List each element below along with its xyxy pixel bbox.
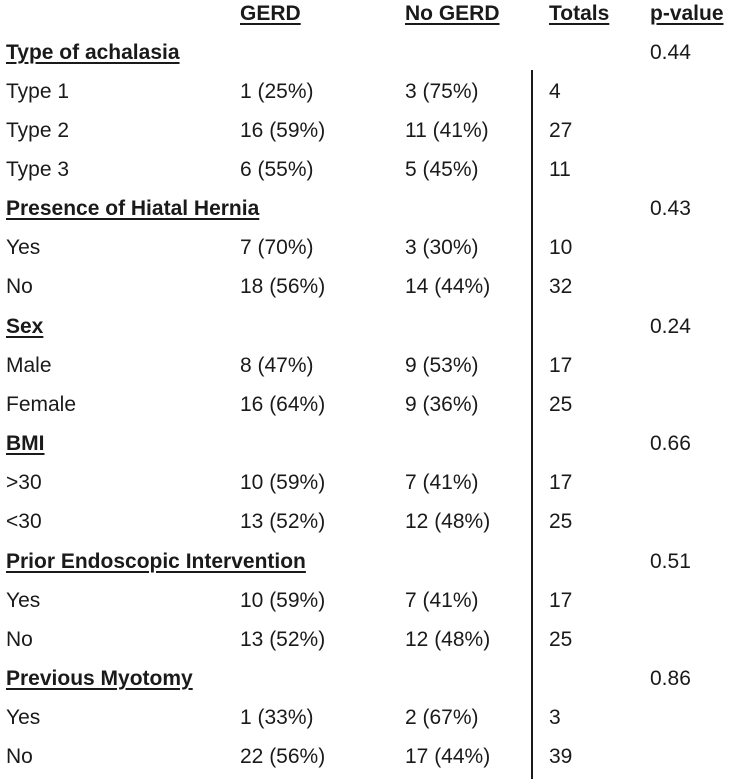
no-gerd-value: 7 (41%) [405,589,479,612]
total-value: 25 [549,510,573,533]
total-value: 4 [549,80,561,103]
total-value: 17 [549,589,573,612]
table-row [0,267,741,306]
total-value: 17 [549,471,573,494]
row-label: Female [6,393,77,416]
table-row [0,346,741,385]
gerd-value: 13 (52%) [240,628,326,651]
row-label: >30 [6,471,42,494]
no-gerd-value: 2 (67%) [405,706,479,729]
group-header-row [0,542,741,581]
gerd-value: 10 (59%) [240,589,326,612]
column-header-no-gerd: No GERD [405,2,500,25]
no-gerd-value: 17 (44%) [405,745,491,768]
no-gerd-value: 12 (48%) [405,510,491,533]
gerd-value: 7 (70%) [240,236,314,259]
table-row [0,72,741,111]
group-title: BMI [6,432,45,455]
group-title: Type of achalasia [6,41,180,64]
row-label: Yes [6,706,41,729]
row-label: No [6,628,33,651]
group-title: Presence of Hiatal Hernia [6,197,260,220]
group-title: Previous Myotomy [6,667,193,690]
table-row [0,581,741,620]
no-gerd-value: 14 (44%) [405,275,491,298]
table-row [0,111,741,150]
no-gerd-value: 5 (45%) [405,158,479,181]
table-row [0,150,741,189]
column-header-p-value: p-value [650,2,724,25]
gerd-value: 10 (59%) [240,471,326,494]
row-label: Type 3 [6,158,70,181]
column-header-gerd: GERD [240,2,301,25]
no-gerd-value: 9 (36%) [405,393,479,416]
no-gerd-value: 12 (48%) [405,628,491,651]
row-label: Yes [6,236,41,259]
gerd-value: 6 (55%) [240,158,314,181]
table-row [0,737,741,776]
total-value: 3 [549,706,561,729]
total-value: 25 [549,393,573,416]
p-value: 0.44 [650,41,691,64]
gerd-value: 16 (64%) [240,393,326,416]
total-value: 27 [549,119,573,142]
total-value: 11 [549,158,571,181]
row-label: Yes [6,589,41,612]
row-label: No [6,745,33,768]
row-label: Male [6,354,52,377]
total-value: 32 [549,275,573,298]
no-gerd-value: 3 (30%) [405,236,479,259]
table-row [0,463,741,502]
p-value: 0.86 [650,667,691,690]
p-value: 0.51 [650,550,691,573]
total-value: 10 [549,236,573,259]
gerd-value: 13 (52%) [240,510,326,533]
table-row [0,385,741,424]
gerd-value: 18 (56%) [240,275,326,298]
row-label: Type 2 [6,119,70,142]
p-value: 0.43 [650,197,691,220]
group-header-row [0,189,741,228]
total-value: 17 [549,354,573,377]
p-value: 0.24 [650,315,691,338]
total-value: 39 [549,745,573,768]
group-title: Prior Endoscopic Intervention [6,550,306,573]
group-header-row [0,33,741,72]
column-header-totals: Totals [549,2,610,25]
group-header-row [0,424,741,463]
table-row [0,502,741,541]
row-label: No [6,275,33,298]
no-gerd-value: 9 (53%) [405,354,479,377]
row-label: <30 [6,510,42,533]
no-gerd-value: 3 (75%) [405,80,479,103]
no-gerd-value: 7 (41%) [405,471,479,494]
group-title: Sex [6,315,44,338]
gerd-value: 1 (33%) [240,706,314,729]
gerd-value: 22 (56%) [240,745,326,768]
gerd-value: 16 (59%) [240,119,326,142]
table-row [0,228,741,267]
p-value: 0.66 [650,432,691,455]
no-gerd-value: 11 (41%) [405,119,489,142]
table-row [0,620,741,659]
row-label: Type 1 [6,80,70,103]
group-header-row [0,659,741,698]
gerd-value: 1 (25%) [240,80,314,103]
group-header-row [0,307,741,346]
total-value: 25 [549,628,573,651]
table-row [0,698,741,737]
gerd-value: 8 (47%) [240,354,314,377]
header-row [0,0,741,33]
